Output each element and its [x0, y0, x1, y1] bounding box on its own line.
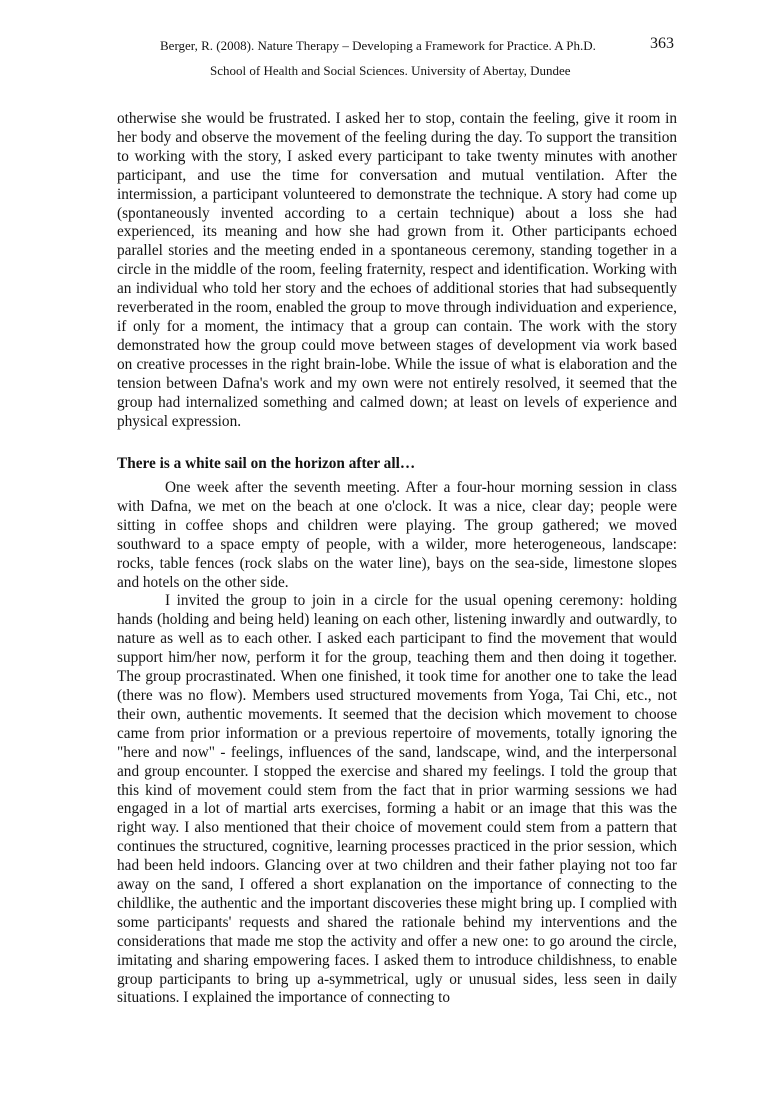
- citation-line-1: Berger, R. (2008). Nature Therapy – Developing a Framework for Practice. A Ph.D.: [160, 38, 596, 53]
- page-number: 363: [650, 35, 674, 52]
- citation-line-2: School of Health and Social Sciences. University of Abertay, Dundee: [210, 63, 571, 78]
- section-heading: There is a white sail on the horizon after all…: [117, 455, 416, 472]
- body-paragraph-1-block: [117, 110, 677, 431]
- body-section-block: [117, 479, 677, 1008]
- body-paragraph: One week after the seventh meeting. After a four-hour morning session in class with Dafna, we met on the beach at one o'clock. It was a nice, clear day; people were sitting in coffee shops and children were playing. The group gathered; we moved southward to a space empty of people, with a wilder, more heterogeneous, landscape: rocks, table fences (rock slabs on the water line), bays on the sea-side, limestone slopes and hotels on the other side.: [117, 479, 677, 591]
- body-paragraph: I invited the group to join in a circle for the usual opening ceremony: holding hands (holding and being held) leaning on each other, listening inwardly and outwardly, to nature as well as to each other. I asked each participant to find the movement that would support him/her now, perform it for the group, teaching them and then doing it together. The group procrastinated. When one finished, it took time for another one to take the lead (there was no flow). Members used structured movements from Yoga, Tai Chi, etc., not their own, authentic movements. It seemed that the decision which movement to choose came from prior information or a previous repertoire of movements, totally ignoring the "here and now" - feelings, influences of the sand, landscape, wind, and the interpersonal and group encounter. I stopped the exercise and shared my feelings. I told the group that this kind of movement could stem from the fact that in prior warming sessions we had engaged in a lot of martial arts exercises, forming a habit or an image that this was the right way. I also mentioned that their choice of movement could stem from a pattern that continues the structured, cognitive, learning processes practiced in the prior session, which had been held indoors. Glancing over at two children and their father playing not too far away on the sand, I offered a short explanation on the importance of connecting to the childlike, the authentic and the important discoveries these might bring up. I complied with some participants' requests and shared the rationale behind my interventions and the considerations that made me stop the activity and offer a new one: to go around the circle, imitating and sharing empowering faces. I asked them to introduce childishness, to enable group participants to bring up a-symmetrical, ugly or unusual sides, less seen in daily situations. I explained the importance of connecting to: [117, 592, 677, 1007]
- body-paragraph: otherwise she would be frustrated. I asked her to stop, contain the feeling, give it room in her body and observe the movement of the feeling during the day. To support the transition to working with the story, I asked every participant to take twenty minutes with another participant, and use the time for conversation and mutual ventilation. After the intermission, a participant volunteered to demonstrate the technique. A story had come up (spontaneously invented according to a certain technique) about a loss she had experienced, its meaning and how she had grown from it. Other participants echoed parallel stories and the meeting ended in a spontaneous ceremony, standing together in a circle in the middle of the room, feeling fraternity, respect and identification. Working with an individual who told her story and the echoes of additional stories that had subsequently reverberated in the room, enabled the group to move through individuation and experience, if only for a moment, the intimacy that a group can contain. The work with the story demonstrated how the group could move between stages of development via work based on creative processes in the right brain-lobe. While the issue of what is elaboration and the tension between Dafna's work and my own were not entirely resolved, it seemed that the group had internalized something and calmed down; at least on levels of experience and physical expression.: [117, 110, 677, 430]
